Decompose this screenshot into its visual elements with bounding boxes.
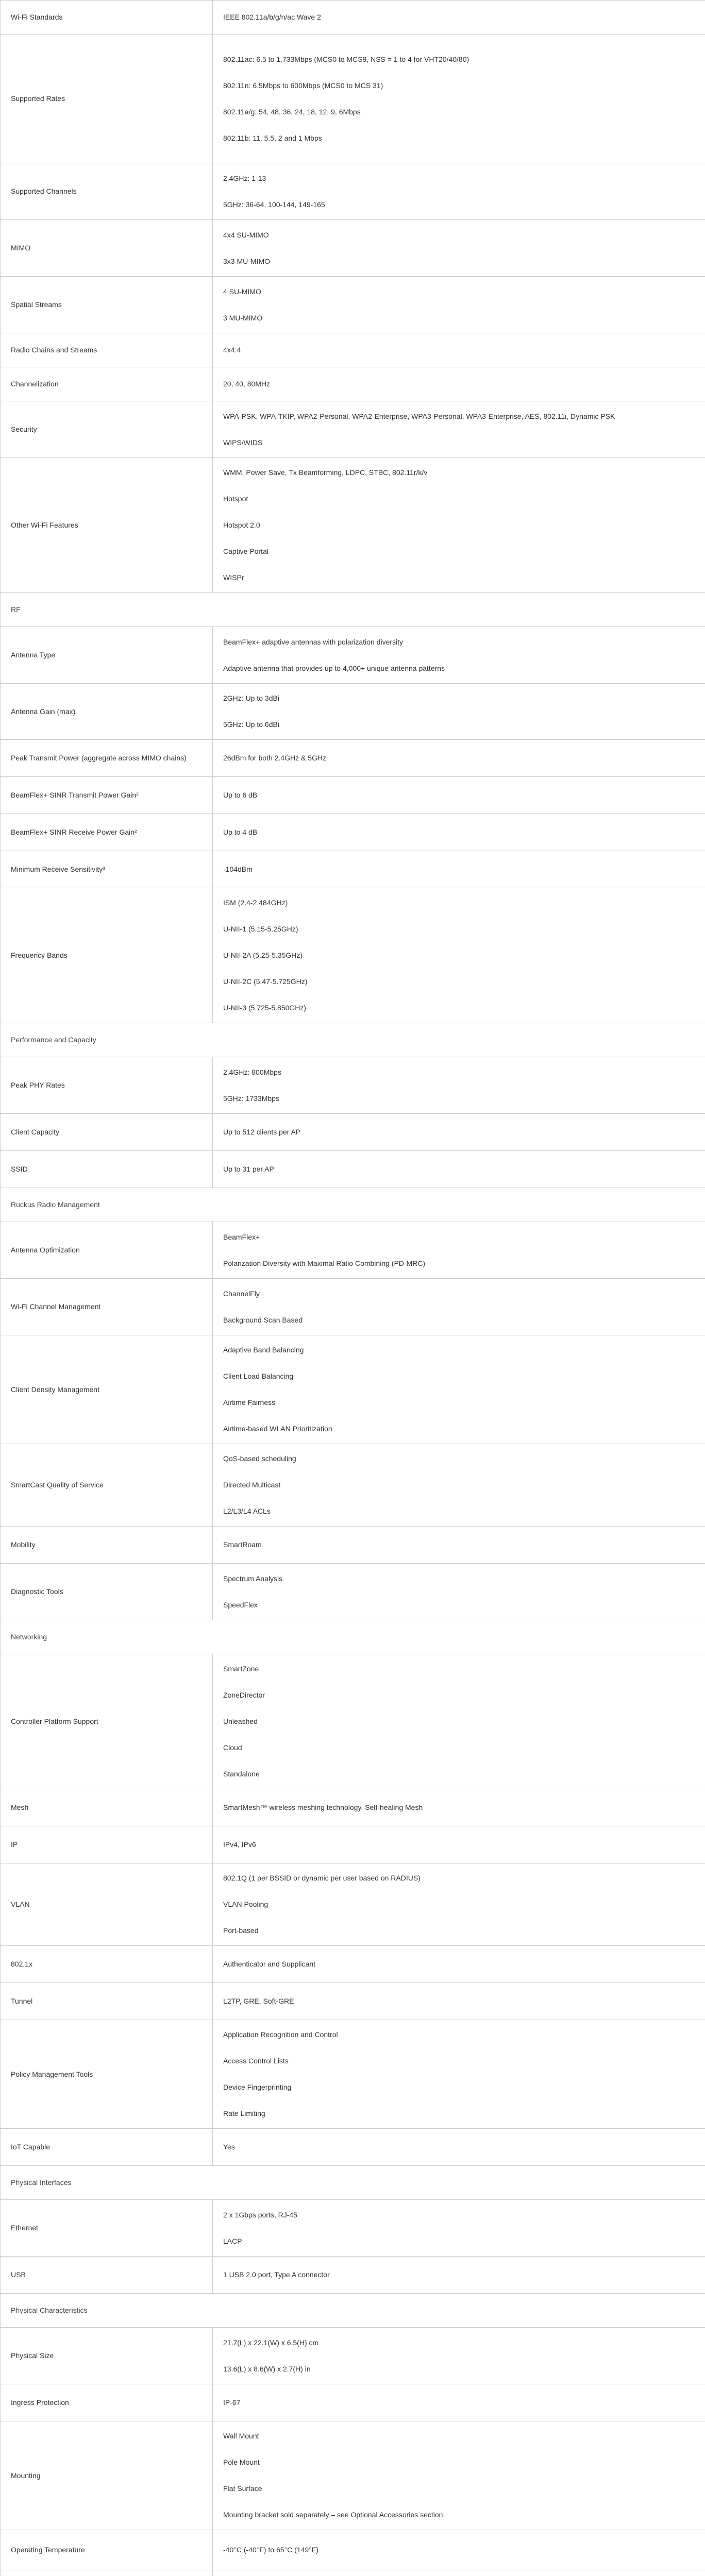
spec-value-cell [213, 2570, 705, 2576]
spec-row [1, 1564, 705, 1620]
spec-value-cell [213, 1527, 705, 1564]
spec-value: 802.11a/g: 54, 48, 36, 24, 18, 12, 9, 6Mbps [223, 107, 361, 116]
spec-table-body [1, 1, 705, 2576]
spec-row [1, 35, 705, 163]
spec-value: SmartMesh™ wireless meshing technology. Self-healing Mesh [223, 1803, 423, 1811]
spec-value: Up to 6 dB [223, 791, 258, 799]
spec-value-cell [213, 684, 705, 740]
section-heading: Ruckus Radio Management [1, 1188, 705, 1222]
spec-value: U-NII-1 (5.15-5.25GHz) [223, 925, 298, 933]
spec-row [1, 851, 705, 888]
spec-value: Device Fingerprinting [223, 2083, 292, 2091]
spec-value: Rate Limiting [223, 2109, 265, 2117]
spec-value: -104dBm [223, 865, 253, 873]
spec-value-cell [213, 777, 705, 814]
spec-label: Peak Transmit Power (aggregate across MIMO chains) [1, 740, 213, 777]
spec-value: Up to 31 per AP [223, 1165, 274, 1173]
spec-value-cell [213, 1057, 705, 1114]
section-heading: Networking [1, 1620, 705, 1654]
spec-row [1, 2421, 705, 2530]
spec-label: Client Capacity [1, 1114, 213, 1151]
section-row [1, 1620, 705, 1654]
spec-row [1, 333, 705, 367]
spec-value: 4x4:4 [223, 346, 241, 354]
spec-value: U-NII-2A (5.25-5.35GHz) [223, 951, 303, 959]
spec-value: Pole Mount [223, 2458, 260, 2466]
spec-value-cell [213, 458, 705, 593]
spec-label: Peak PHY Rates [1, 1057, 213, 1114]
spec-value: Up to 512 clients per AP [223, 1128, 301, 1136]
spec-row [1, 1826, 705, 1863]
spec-label: Minimum Receive Sensitivity³ [1, 851, 213, 888]
spec-value: Application Recognition and Control [223, 2030, 338, 2039]
spec-label: Diagnostic Tools [1, 1564, 213, 1620]
spec-value: Adaptive Band Balancing [223, 1346, 304, 1354]
spec-value-cell [213, 1, 705, 35]
spec-value: 5GHz: 1733Mbps [223, 1094, 279, 1103]
spec-value: Airtime Fairness [223, 1398, 276, 1406]
spec-value: 4 SU-MIMO [223, 287, 261, 296]
spec-row [1, 1789, 705, 1826]
spec-value: 2.4GHz: 1-13 [223, 174, 266, 182]
spec-value-cell [213, 163, 705, 220]
spec-label: Operating Temperature [1, 2530, 213, 2570]
spec-label: Antenna Gain (max) [1, 684, 213, 740]
spec-row [1, 2200, 705, 2257]
spec-value: 20, 40, 80MHz [223, 380, 271, 388]
spec-value: WPA-PSK, WPA-TKIP, WPA2-Personal, WPA2-Enterprise, WPA3-Personal, WPA3-Enterprise, AES, 802.11i, Dynamic PSK [223, 412, 615, 420]
spec-value-cell [213, 1151, 705, 1188]
spec-row [1, 888, 705, 1023]
spec-row [1, 2129, 705, 2166]
spec-value: Wall Mount [223, 2432, 259, 2440]
spec-value: Standalone [223, 1770, 260, 1778]
spec-label: IP [1, 1826, 213, 1863]
spec-row [1, 1983, 705, 2020]
spec-row [1, 1654, 705, 1789]
spec-value: Polarization Diversity with Maximal Ratio Combining (PD-MRC) [223, 1259, 426, 1267]
spec-row [1, 220, 705, 277]
spec-value: WISPr [223, 573, 244, 582]
spec-label: Ingress Protection [1, 2384, 213, 2421]
spec-label: IoT Capable [1, 2129, 213, 2166]
spec-value: 1 USB 2.0 port, Type A connector [223, 2270, 330, 2279]
spec-row [1, 627, 705, 684]
spec-label: Radio Chains and Streams [1, 333, 213, 367]
spec-value: Adaptive antenna that provides up to 4,000+ unique antenna patterns [223, 664, 445, 672]
spec-row [1, 401, 705, 458]
spec-row [1, 277, 705, 333]
spec-value-cell [213, 2200, 705, 2257]
spec-value: QoS-based scheduling [223, 1454, 296, 1463]
spec-value-cell [213, 740, 705, 777]
spec-label: SmartCast Quality of Service [1, 1444, 213, 1527]
spec-label: Frequency Bands [1, 888, 213, 1023]
spec-row [1, 163, 705, 220]
spec-row [1, 1151, 705, 1188]
spec-value: 802.1Q (1 per BSSID or dynamic per user based on RADIUS) [223, 1874, 421, 1882]
spec-label: Other Wi-Fi Features [1, 458, 213, 593]
spec-value: IPv4, IPv6 [223, 1840, 256, 1849]
spec-label: USB [1, 2257, 213, 2294]
spec-value: U-NII-3 (5.725-5.850GHz) [223, 1004, 307, 1012]
section-row [1, 1188, 705, 1222]
spec-value-cell [213, 1279, 705, 1335]
spec-label: Security [1, 401, 213, 458]
spec-label: Channelization [1, 367, 213, 401]
spec-value: L2/L3/L4 ACLs [223, 1507, 271, 1515]
spec-value: LACP [223, 2236, 242, 2245]
spec-value: 5GHz: Up to 6dBi [223, 720, 279, 728]
spec-value-cell [213, 2421, 705, 2530]
spec-value-cell [213, 1564, 705, 1620]
spec-label: Mobility [1, 1527, 213, 1564]
spec-value: SpeedFlex [223, 1600, 258, 1609]
section-row [1, 2166, 705, 2200]
spec-value: Flat Surface [223, 2484, 262, 2493]
spec-row [1, 2570, 705, 2576]
spec-value: 5GHz: 36-64, 100-144, 149-165 [223, 200, 325, 209]
spec-value-cell [213, 2020, 705, 2129]
spec-label: SSID [1, 1151, 213, 1188]
spec-row [1, 1114, 705, 1151]
spec-value-cell [213, 1654, 705, 1789]
spec-value: 3x3 MU-MIMO [223, 257, 270, 265]
spec-value: Cloud [223, 1743, 242, 1752]
spec-label: Mounting [1, 2421, 213, 2530]
spec-label: Supported Channels [1, 163, 213, 220]
spec-value: 21.7(L) x 22.1(W) x 6.5(H) cm [223, 2338, 319, 2347]
spec-value: 3 MU-MIMO [223, 313, 263, 322]
spec-value: 2.4GHz: 800Mbps [223, 1067, 281, 1076]
spec-value-cell [213, 35, 705, 163]
spec-row [1, 1, 705, 35]
spec-value-cell [213, 1826, 705, 1863]
spec-value: Background Scan Based [223, 1315, 303, 1324]
spec-label: Antenna Type [1, 627, 213, 684]
spec-value: SmartZone [223, 1665, 259, 1673]
spec-value-cell [213, 1983, 705, 2020]
spec-row [1, 1527, 705, 1564]
spec-row [1, 684, 705, 740]
spec-row [1, 367, 705, 401]
spec-row [1, 2020, 705, 2129]
spec-value: ZoneDirector [223, 1691, 265, 1699]
spec-value: Directed Multicast [223, 1481, 281, 1489]
spec-value: IEEE 802.11a/b/g/n/ac Wave 2 [223, 13, 321, 21]
spec-value-cell [213, 851, 705, 888]
spec-row [1, 777, 705, 814]
spec-row [1, 2257, 705, 2294]
spec-row [1, 1863, 705, 1946]
spec-value-cell [213, 2129, 705, 2166]
spec-label: Supported Rates [1, 35, 213, 163]
spec-label: Mesh [1, 1789, 213, 1826]
spec-value: 13.6(L) x 8.6(W) x 2.7(H) in [223, 2364, 311, 2373]
spec-value-cell [213, 1114, 705, 1151]
spec-value: Authenticator and Supplicant [223, 1960, 316, 1968]
spec-value: Mounting bracket sold separately – see Optional Accessories section [223, 2511, 443, 2519]
spec-value: ISM (2.4-2.484GHz) [223, 899, 288, 907]
spec-value-cell [213, 333, 705, 367]
section-row [1, 2294, 705, 2328]
spec-row [1, 1335, 705, 1444]
spec-value: U-NII-2C (5.47-5.725GHz) [223, 977, 308, 986]
spec-value: 2 x 1Gbps ports, RJ-45 [223, 2210, 297, 2219]
spec-value-cell [213, 277, 705, 333]
spec-row [1, 458, 705, 593]
spec-row [1, 2530, 705, 2570]
spec-label: Tunnel [1, 1983, 213, 2020]
spec-row [1, 814, 705, 851]
spec-row [1, 2384, 705, 2421]
spec-row [1, 1444, 705, 1527]
spec-value: 26dBm for both 2.4GHz & 5GHz [223, 754, 326, 762]
spec-value: WIPS/WIDS [223, 438, 263, 447]
spec-label: BeamFlex+ SINR Transmit Power Gain² [1, 777, 213, 814]
spec-value: Port-based [223, 1926, 259, 1935]
spec-value-cell [213, 2530, 705, 2570]
section-heading: Physical Interfaces [1, 2166, 705, 2200]
spec-value: ChannelFly [223, 1289, 260, 1298]
spec-value-cell [213, 814, 705, 851]
spec-label: Physical Size [1, 2328, 213, 2384]
spec-row [1, 740, 705, 777]
spec-value: 802.11b: 11, 5.5, 2 and 1 Mbps [223, 133, 322, 142]
spec-value: Up to 4 dB [223, 828, 258, 836]
spec-label: 802.1x [1, 1946, 213, 1983]
spec-row [1, 1279, 705, 1335]
spec-row [1, 2328, 705, 2384]
spec-value: SmartRoam [223, 1540, 262, 1549]
spec-value-cell [213, 1789, 705, 1826]
spec-value: VLAN Pooling [223, 1900, 268, 1908]
spec-value-cell [213, 1946, 705, 1983]
spec-label: Wi-Fi Channel Management [1, 1279, 213, 1335]
spec-value: Client Load Balancing [223, 1372, 294, 1380]
spec-label: VLAN [1, 1863, 213, 1946]
section-heading: Performance and Capacity [1, 1023, 705, 1057]
spec-value-cell [213, 1863, 705, 1946]
spec-value-cell [213, 1335, 705, 1444]
spec-label: Ethernet [1, 2200, 213, 2257]
section-row [1, 593, 705, 627]
spec-value: Hotspot 2.0 [223, 521, 260, 529]
spec-value: L2TP, GRE, Soft-GRE [223, 1997, 294, 2005]
spec-value: WMM, Power Save, Tx Beamforming, LDPC, STBC, 802.11r/k/v [223, 468, 428, 477]
spec-value-cell [213, 1222, 705, 1279]
section-row [1, 1023, 705, 1057]
section-heading: Physical Characteristics [1, 2294, 705, 2328]
spec-value: 4x4 SU-MIMO [223, 230, 269, 239]
spec-value: Spectrum Analysis [223, 1574, 283, 1583]
spec-value-cell [213, 220, 705, 277]
spec-value: Unleashed [223, 1717, 258, 1725]
spec-row [1, 1946, 705, 1983]
section-heading: RF [1, 593, 705, 627]
spec-label: Client Density Management [1, 1335, 213, 1444]
spec-value-cell [213, 2328, 705, 2384]
spec-label: Spatial Streams [1, 277, 213, 333]
spec-value: Airtime-based WLAN Prioritization [223, 1425, 332, 1433]
spec-value: Access Control Lists [223, 2057, 289, 2065]
spec-label: Policy Management Tools [1, 2020, 213, 2129]
spec-value: Yes [223, 2143, 235, 2151]
spec-value: 2GHz: Up to 3dBi [223, 694, 279, 702]
spec-label: Wi-Fi Standards [1, 1, 213, 35]
spec-value: 802.11ac: 6.5 to 1,733Mbps (MCS0 to MCS9, NSS = 1 to 4 for VHT20/40/80) [223, 55, 469, 63]
spec-value: BeamFlex+ [223, 1232, 260, 1241]
spec-value: 802.11n: 6.5Mbps to 600Mbps (MCS0 to MCS 31) [223, 81, 383, 90]
spec-value-cell [213, 888, 705, 1023]
spec-value-cell [213, 2384, 705, 2421]
spec-label: Controller Platform Support [1, 1654, 213, 1789]
spec-value-cell [213, 401, 705, 458]
spec-value-cell [213, 2257, 705, 2294]
spec-value-cell [213, 627, 705, 684]
spec-label: Antenna Optimization [1, 1222, 213, 1279]
spec-value: BeamFlex+ adaptive antennas with polarization diversity [223, 637, 404, 646]
spec-value: IP-67 [223, 2398, 241, 2406]
spec-row [1, 1222, 705, 1279]
spec-value-cell [213, 367, 705, 401]
spec-row [1, 1057, 705, 1114]
spec-value: Hotspot [223, 495, 248, 503]
spec-value: -40°C (-40°F) to 65°C (149°F) [223, 2546, 319, 2554]
spec-label: BeamFlex+ SINR Receive Power Gain² [1, 814, 213, 851]
spec-value-cell [213, 1444, 705, 1527]
spec-label [1, 2570, 213, 2576]
spec-value: Captive Portal [223, 547, 268, 555]
spec-label: MIMO [1, 220, 213, 277]
